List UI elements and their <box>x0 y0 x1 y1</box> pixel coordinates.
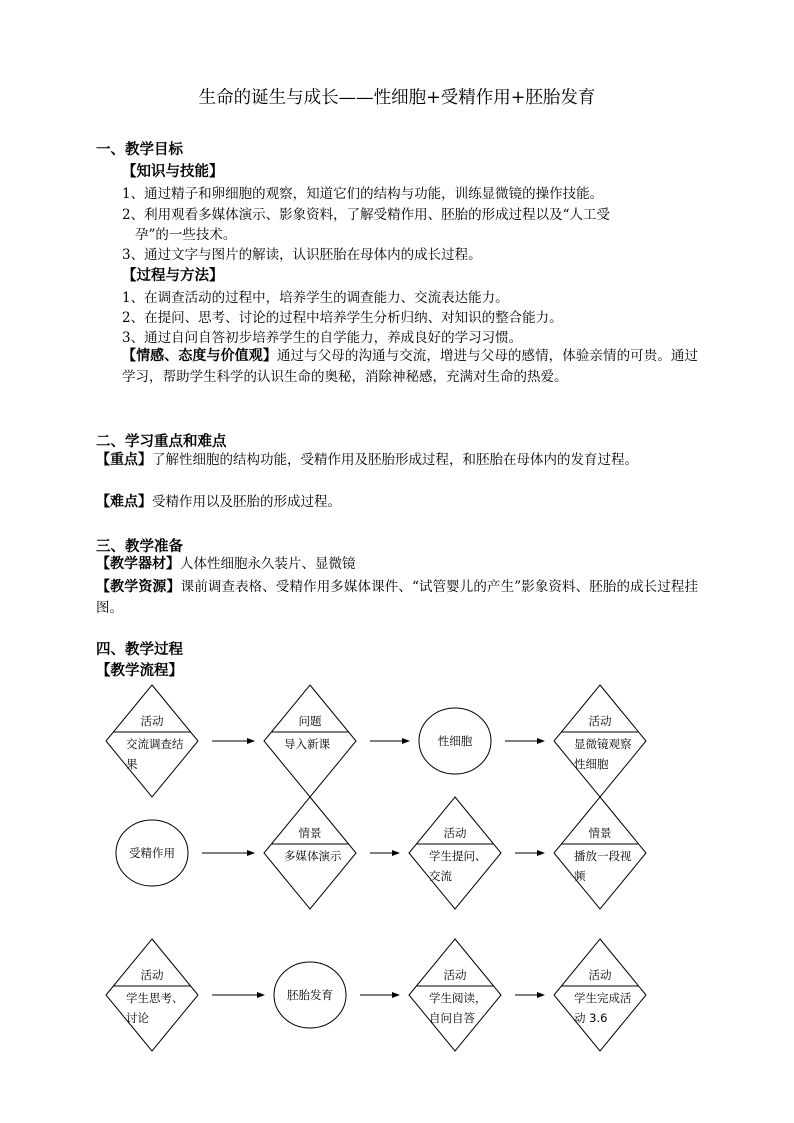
flow-node-label: 交流调查结 <box>126 737 184 751</box>
list-item: 1、通过精子和卵细胞的观察，知道它们的结构与功能，训练显微镜的操作技能。 <box>122 186 604 202</box>
flow-node-tag: 活动 <box>140 968 164 982</box>
flow-node-label: 受精作用 <box>129 846 175 860</box>
list-item: 孕”的一些技术。 <box>135 227 237 243</box>
difficulty-label: 【难点】 <box>96 494 152 510</box>
subhead-knowledge: 【知识与技能】 <box>122 164 224 180</box>
flow-node-tag: 活动 <box>588 714 612 728</box>
subhead-process: 【过程与方法】 <box>122 268 224 284</box>
flow-node-label: 性细胞 <box>574 757 609 771</box>
list-item: 3、通过文字与图片的解读，认识胚胎在母体内的成长过程。 <box>122 247 482 263</box>
key-text: 了解性细胞的结构功能，受精作用及胚胎形成过程，和胚胎在母体内的发育过程。 <box>152 452 638 468</box>
flow-node-label: 学生阅读， <box>429 991 487 1005</box>
flow-node-label: 学生完成活 <box>574 991 632 1005</box>
flow-node-tag: 情景 <box>298 826 322 840</box>
subhead-flow: 【教学流程】 <box>96 663 183 679</box>
section-heading-keypoints: 二、学习重点和难点 <box>96 434 227 450</box>
flow-node-label: 学生思考、 <box>126 991 184 1005</box>
flow-node-label: 交流 <box>429 869 452 883</box>
section-heading-goals: 一、教学目标 <box>96 142 183 158</box>
list-item: 1、在调查活动的过程中，培养学生的调查能力、交流表达能力。 <box>122 290 509 306</box>
list-item: 2、利用观看多媒体演示、影象资料，了解受精作用、胚胎的形成过程以及“人工受 <box>122 207 610 223</box>
flow-node-label: 自问自答 <box>429 1011 475 1025</box>
flow-node-tag: 活动 <box>443 968 467 982</box>
flow-node-tag: 情景 <box>588 826 612 840</box>
flow-node-label: 动 3.6 <box>574 1011 608 1025</box>
page-title: 生命的诞生与成长——性细胞+受精作用+胚胎发育 <box>198 88 596 108</box>
flow-node-tag: 活动 <box>443 826 467 840</box>
flow-node-label: 性细胞 <box>437 734 473 748</box>
difficulty-text: 受精作用以及胚胎的形成过程。 <box>152 494 341 510</box>
resources-text: 课前调查表格、受精作用多媒体课件、“试管婴儿的产生”影象资料、胚胎的成长过程挂图。 <box>96 579 698 616</box>
flow-node-label: 显微镜观察 <box>574 737 632 751</box>
flow-node-label: 胚胎发育 <box>287 988 333 1002</box>
resources-label: 【教学资源】 <box>96 579 181 595</box>
subhead-emotion: 【情感、态度与价值观】 <box>122 348 277 364</box>
flow-node-label: 多媒体演示 <box>284 849 342 863</box>
emotion-text: 通过与父母的沟通与交流，增进与父母的感情，体验亲情的可贵。通过学习，帮助学生科学的认识生命的奥秘，消除神秘感，充满对生命的热爱。 <box>122 348 699 385</box>
flow-node-label: 频 <box>574 869 586 883</box>
flow-node-label: 导入新课 <box>284 737 330 751</box>
list-item: 3、通过自问自答初步培养学生的自学能力，养成良好的学习习惯。 <box>122 330 523 346</box>
flow-node-tag: 问题 <box>298 714 322 728</box>
list-item: 2、在提问、思考、讨论的过程中培养学生分析归纳、对知识的整合能力。 <box>122 310 563 326</box>
equipment-text: 人体性细胞永久装片、显微镜 <box>180 556 356 572</box>
flow-node-label: 学生提问、 <box>429 849 487 863</box>
flow-node-tag: 活动 <box>588 968 612 982</box>
section-heading-prep: 三、教学准备 <box>96 539 183 555</box>
flow-node-label: 讨论 <box>126 1011 149 1025</box>
flow-node-label: 果 <box>126 757 138 771</box>
equipment-label: 【教学器材】 <box>96 556 180 572</box>
flow-node-tag: 活动 <box>140 714 164 728</box>
section-heading-process: 四、教学过程 <box>96 642 183 658</box>
key-label: 【重点】 <box>96 452 152 468</box>
flow-node-label: 播放一段视 <box>574 849 632 863</box>
